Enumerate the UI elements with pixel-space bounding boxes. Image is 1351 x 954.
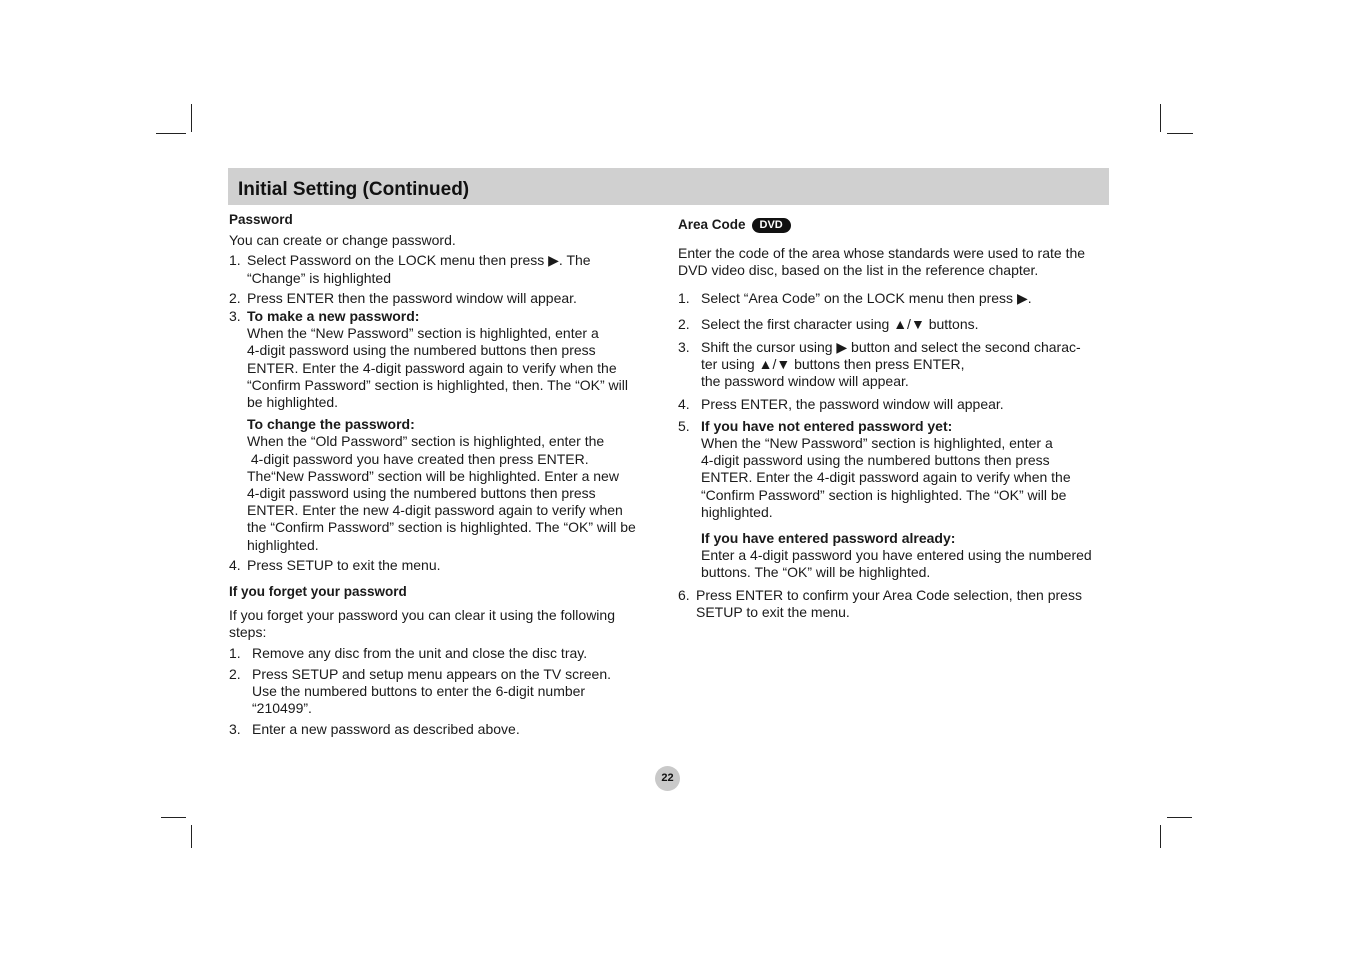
password-intro: You can create or change password. [229,232,456,249]
step-number: 1. [229,644,241,661]
list-item [678,418,1118,582]
step-text: ter using ▲/▼ buttons then press ENTER, [701,356,965,373]
list-item [229,645,659,662]
crop-mark [1160,825,1161,848]
step-text: Press ENTER then the password window will appear. [247,289,577,306]
step-text: 4-digit password using the numbered buttons then press [701,452,1050,469]
step-text: Select the first character using ▲/▼ buttons. [701,315,979,332]
list-item [229,721,659,738]
list-item [678,396,1118,413]
area-intro: Enter the code of the area whose standards were used to rate the [678,245,1086,262]
list-item [678,339,1118,391]
step-text: ENTER. Enter the 4-digit password again to verify when the [701,469,1071,486]
step-number: 2. [229,289,241,306]
crop-mark [161,817,186,818]
crop-mark [1160,104,1161,132]
step-text: highlighted. [701,503,773,520]
step-number: 2. [229,665,241,682]
step-text: the password window will appear. [701,373,909,390]
step-text: Press SETUP to exit the menu. [247,556,441,573]
dvd-badge: DVD [752,218,791,233]
step-text: be highlighted. [247,394,339,411]
crop-mark [1167,817,1192,818]
step-text: Select Password on the LOCK menu then press ▶. The [247,252,591,269]
step-text: 4-digit password using the numbered buttons then press [247,342,596,359]
step-text: Use the numbered buttons to enter the 6-digit number [252,683,586,700]
page-number: 22 [655,766,680,791]
forget-heading: If you forget your password [229,584,407,600]
step-text: Remove any disc from the unit and close the disc tray. [252,644,588,661]
section-header [228,168,1109,205]
step-text: Enter a 4-digit password you have entered using the numbered [701,547,1092,564]
step-text: 4-digit password using the numbered buttons then press [247,485,596,502]
step-text: The“New Password” section will be highlighted. Enter a new [247,467,619,484]
list-item [229,666,659,718]
step-number: 5. [678,417,690,434]
step-text: Press ENTER, the password window will appear. [701,395,1004,412]
list-item [229,290,659,307]
step-text: ENTER. Enter the 4-digit password again to verify when the [247,359,617,376]
step-text: Shift the cursor using ▶ button and select the second charac- [701,339,1081,356]
list-item [229,308,659,554]
step-text: highlighted. [247,536,319,553]
step-text: Select “Area Code” on the LOCK menu then press ▶. [701,289,1032,306]
step-text: 4-digit password you have created then press ENTER. [247,450,589,467]
step-text: “Confirm Password” section is highlighted. The “OK” will be [701,486,1067,503]
step-number: 3. [229,308,241,325]
step-number: 2. [678,315,690,332]
step-text: When the “New Password” section is highlighted, enter a [247,325,599,342]
step-text: Press SETUP and setup menu appears on the TV screen. [252,665,612,682]
step-number: 4. [678,395,690,412]
crop-mark [156,133,186,134]
list-item [229,252,659,286]
step-number: 1. [229,252,241,269]
step-text: “Confirm Password” section is highlighted, then. The “OK” will [247,376,629,393]
area-code-label: Area Code [678,217,746,232]
list-item [678,290,1118,307]
left-column [229,211,659,739]
step-text: Enter a new password as described above. [252,721,520,738]
step-text: ENTER. Enter the new 4-digit password again to verify when [247,502,623,519]
step-text: When the “New Password” section is highlighted, enter a [701,435,1053,452]
step-text: “Change” is highlighted [247,269,391,286]
step-title: To make a new password: [247,308,420,325]
step-text: buttons. The “OK” will be highlighted. [701,564,931,581]
list-item [229,557,659,574]
password-heading: Password [229,212,293,227]
step-number: 3. [229,721,241,738]
crop-mark [1167,133,1193,134]
forget-intro: If you forget your password you can clear it using the following [229,607,615,624]
step-subtitle: To change the password: [247,416,415,433]
step-text: SETUP to exit the menu. [696,603,850,620]
step-number: 6. [678,586,690,603]
crop-mark [191,825,192,848]
step-text: the “Confirm Password” section is highlighted. The “OK” will be [247,519,636,536]
step-text: “210499”. [252,700,312,717]
right-column [678,216,1118,621]
crop-mark [191,104,192,132]
list-item [678,316,1118,333]
step-text: When the “Old Password” section is highlighted, enter the [247,433,605,450]
step-subtitle: If you have entered password already: [701,530,956,547]
step-number: 3. [678,339,690,356]
step-title: If you have not entered password yet: [701,417,953,434]
area-code-heading [678,216,1118,233]
step-text: Press ENTER to confirm your Area Code selection, then press [696,586,1082,603]
area-intro: DVD video disc, based on the list in the reference chapter. [678,262,1039,279]
step-number: 4. [229,556,241,573]
step-number: 1. [678,289,690,306]
page-title: Initial Setting (Continued) [238,179,470,200]
forget-intro: steps: [229,624,267,641]
list-item [678,587,1118,621]
